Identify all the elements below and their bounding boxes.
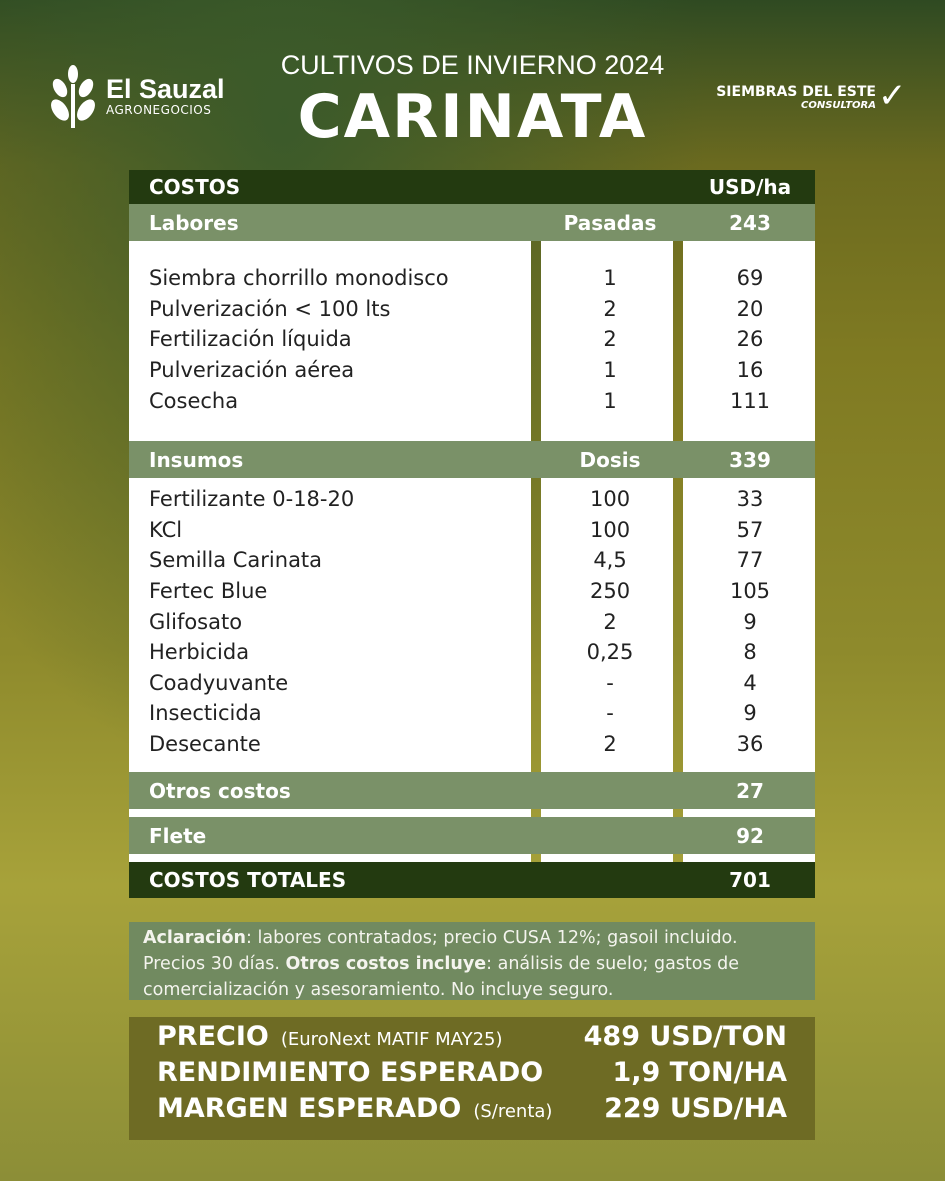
cell-usd: 36 [736,732,764,757]
pasadas-label: Pasadas [563,210,657,235]
cell-name: Fertilización líquida [149,327,352,352]
cell-name: Pulverización < 100 lts [149,296,391,321]
costs-header [129,170,815,204]
cell-name: Glifosato [149,609,243,634]
flete-total: 92 [736,823,764,848]
note-bold-2: Otros costos incluye [285,954,487,974]
table-row [129,576,815,607]
otros-label: Otros costos [149,778,291,803]
otros-row [129,772,815,809]
brand-right-sub: CONSULTORA [800,100,876,111]
table-row [129,263,815,294]
table-row [129,294,815,325]
cell-q: 2 [603,732,617,757]
totales-total: 701 [729,868,771,892]
cell-usd: 26 [736,327,764,352]
costs-label: COSTOS [149,175,241,199]
brand-left-sub: AGRONEGOCIOS [106,102,212,117]
summary-price [157,1021,787,1057]
table-row [129,515,815,546]
cell-q: 100 [589,487,631,512]
labores-total: 243 [729,210,771,235]
cell-name: Siembra chorrillo monodisco [149,266,449,291]
cell-usd: 57 [736,517,764,542]
note-bold-1: Aclaración [143,928,247,948]
margin-value: 229 USD/HA [604,1093,787,1124]
cell-q: 2 [603,327,617,352]
cell-name: Cosecha [149,388,239,413]
insumos-total: 339 [729,447,771,472]
insumos-header [129,441,815,478]
cell-q: 100 [589,517,631,542]
table-row [129,545,815,576]
cell-name: Coadyuvante [149,670,289,695]
margin-label: MARGEN ESPERADO [157,1093,462,1124]
labores-label: Labores [149,210,239,235]
note-text-2: : análisis de suelo; gastos de comercialización y asesoramiento. No incluye seguro. [143,954,740,1000]
table-row [129,606,815,637]
cell-name: Herbicida [149,640,250,665]
cell-q: 1 [603,358,617,383]
table-row [129,484,815,515]
check-mark-icon: ✓ [878,76,907,116]
yield-label: RENDIMIENTO ESPERADO [157,1057,544,1088]
margin-note: (S/renta) [473,1101,553,1122]
table-row [129,385,815,416]
brand-left: El Sauzal [106,73,225,104]
cell-q: 1 [603,388,617,413]
price-value: 489 USD/TON [583,1021,787,1052]
table-row [129,668,815,699]
cell-name: Pulverización aérea [149,358,355,383]
cell-name: Semilla Carinata [149,548,323,573]
unit-label: USD/ha [708,175,792,199]
summary-box [129,1017,815,1140]
cell-usd: 4 [743,670,757,695]
price-label: PRECIO [157,1021,269,1052]
cell-q: 2 [603,609,617,634]
cell-usd: 9 [743,609,757,634]
table-row [129,324,815,355]
cell-q: 1 [603,266,617,291]
yield-value: 1,9 TON/HA [612,1057,787,1088]
clarification-note [129,922,815,1000]
dosis-label: Dosis [579,447,641,472]
cell-usd: 69 [736,266,764,291]
labores-rows [129,263,815,416]
cell-q: 0,25 [586,640,634,665]
price-source: (EuroNext MATIF MAY25) [280,1029,503,1050]
insumos-rows [129,484,815,759]
cell-usd: 9 [743,701,757,726]
table-row [129,355,815,386]
flete-label: Flete [149,823,207,848]
brand-right: SIEMBRAS DEL ESTE [716,84,876,100]
table-row [129,637,815,668]
insumos-label: Insumos [149,447,244,472]
cell-q: 2 [603,296,617,321]
otros-total: 27 [736,778,764,803]
cell-usd: 33 [736,487,764,512]
table-row [129,698,815,729]
cell-name: Fertilizante 0-18-20 [149,487,355,512]
page-title: CARINATA [297,82,648,152]
cell-usd: 16 [736,358,764,383]
cell-usd: 111 [729,388,771,413]
cell-usd: 77 [736,548,764,573]
cell-name: Fertec Blue [149,579,268,604]
cell-name: KCl [149,517,183,542]
note-text-1: : labores contratados; precio CUSA 12%; gasoil incluido. Precios 30 días. [143,928,738,974]
cell-q: 250 [589,579,631,604]
cell-q: - [606,701,614,726]
page-subtitle: CULTIVOS DE INVIERNO 2024 [280,50,665,80]
labores-header [129,204,815,241]
cell-usd: 8 [743,640,757,665]
cell-usd: 20 [736,296,764,321]
cell-usd: 105 [729,579,771,604]
flete-row [129,817,815,854]
summary-yield [157,1057,787,1093]
totales-label: COSTOS TOTALES [149,868,347,892]
siembras-logo [716,84,876,111]
cell-q: - [606,670,614,695]
summary-margin [157,1093,787,1129]
cell-name: Desecante [149,732,261,757]
table-row [129,729,815,760]
totales-row [129,862,815,898]
cell-name: Insecticida [149,701,262,726]
cell-q: 4,5 [593,548,627,573]
